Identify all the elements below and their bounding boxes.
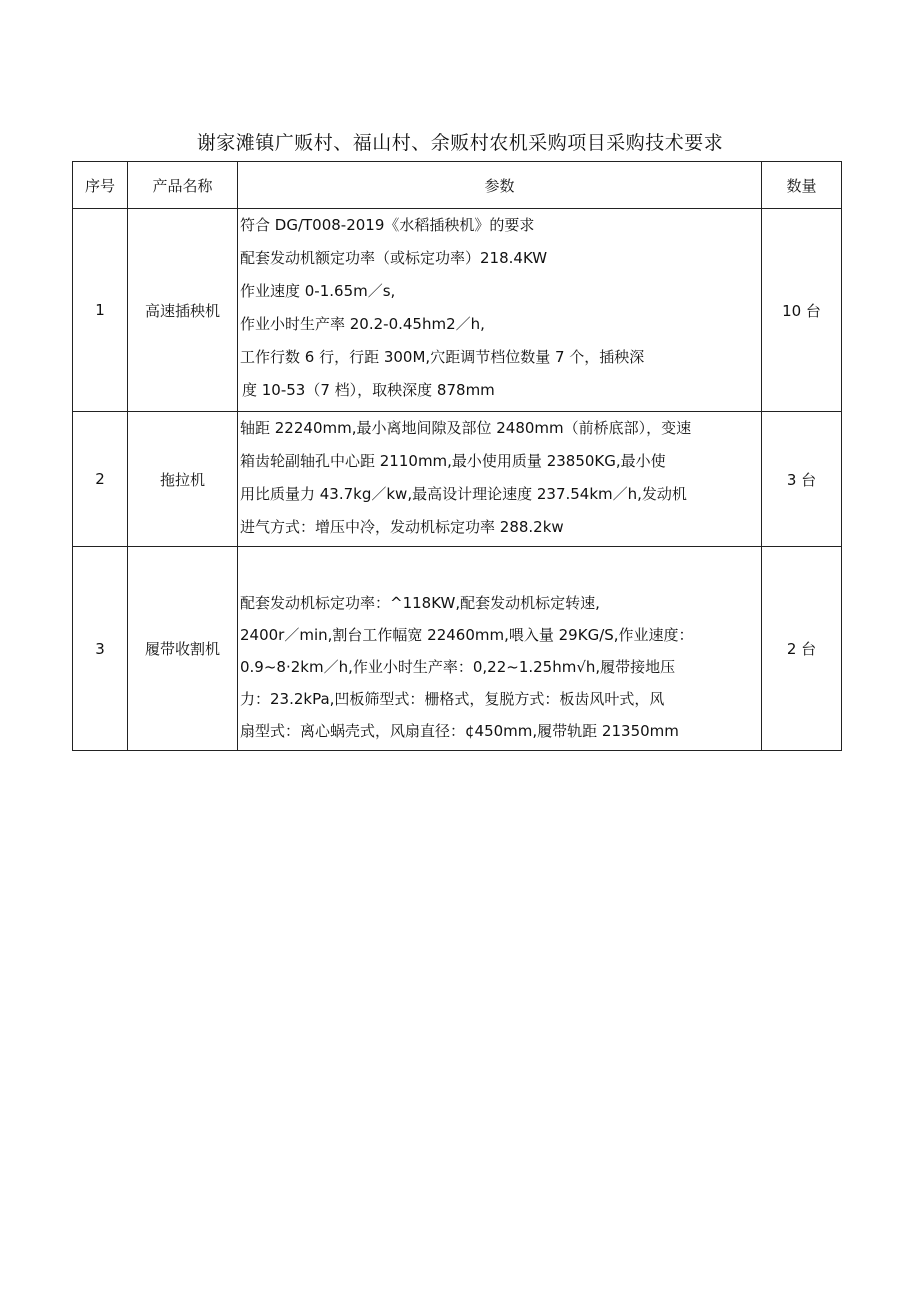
table-header-row [73, 162, 842, 209]
page-title: 谢家滩镇广贩村、福山村、余贩村农机采购项目采购技术要求 [196, 132, 724, 154]
row-product-name: 履带收割机 [128, 547, 238, 751]
param-line: 配套发动机额定功率（或标定功率）218.4KW [240, 249, 548, 267]
param-line: 度 10-53（7 档），取秧深度 878mm [242, 381, 495, 399]
param-line: 箱齿轮副轴孔中心距 2110mm,最小使用质量 23850KG,最小使 [240, 452, 666, 470]
header-name: 产品名称 [128, 162, 238, 209]
table-row [73, 547, 842, 751]
param-line: 轴距 22240mm,最小离地间隙及部位 2480mm（前桥底部），变速 [240, 419, 692, 437]
header-qty: 数量 [762, 162, 842, 209]
param-line: 配套发动机标定功率：^118KW,配套发动机标定转速, [240, 594, 600, 612]
row-qty: 10 台 [762, 209, 842, 412]
row-qty: 2 台 [762, 547, 842, 751]
param-line: 作业速度 0-1.65m／s, [240, 282, 396, 300]
table-row [73, 209, 842, 412]
row-product-name: 高速插秧机 [128, 209, 238, 412]
param-line: 进气方式：增压中冷，发动机标定功率 288.2kw [240, 518, 564, 536]
procurement-spec-table [72, 161, 842, 751]
row-product-name: 拖拉机 [128, 412, 238, 547]
param-line: 2400r／min,割台工作幅宽 22460mm,喂入量 29KG/S,作业速度： [240, 626, 694, 644]
row-params [238, 547, 762, 751]
row-params [238, 209, 762, 412]
table-row [73, 412, 842, 547]
row-params [238, 412, 762, 547]
param-line: 用比质量力 43.7kg／kw,最高设计理论速度 237.54km／h,发动机 [240, 485, 687, 503]
param-line: 作业小时生产率 20.2-0.45hm2／h, [240, 315, 485, 333]
row-qty: 3 台 [762, 412, 842, 547]
header-params: 参数 [238, 162, 762, 209]
param-line: 符合 DG/T008-2019《水稻插秧机》的要求 [240, 216, 535, 234]
param-line: 扇型式：离心蜗壳式，风扇直径：¢450mm,履带轨距 21350mm [240, 722, 679, 740]
row-no: 1 [73, 209, 128, 412]
row-no: 3 [73, 547, 128, 751]
param-line: 工作行数 6 行，行距 300M,穴距调节档位数量 7 个，插秧深 [240, 348, 645, 366]
header-no: 序号 [73, 162, 128, 209]
row-no: 2 [73, 412, 128, 547]
param-line: 0.9~8·2km／h,作业小时生产率：0,22~1.25hm√h,履带接地压 [240, 658, 676, 676]
param-line: 力：23.2kPa,凹板筛型式：栅格式，复脱方式：板齿风叶式，风 [240, 690, 665, 708]
